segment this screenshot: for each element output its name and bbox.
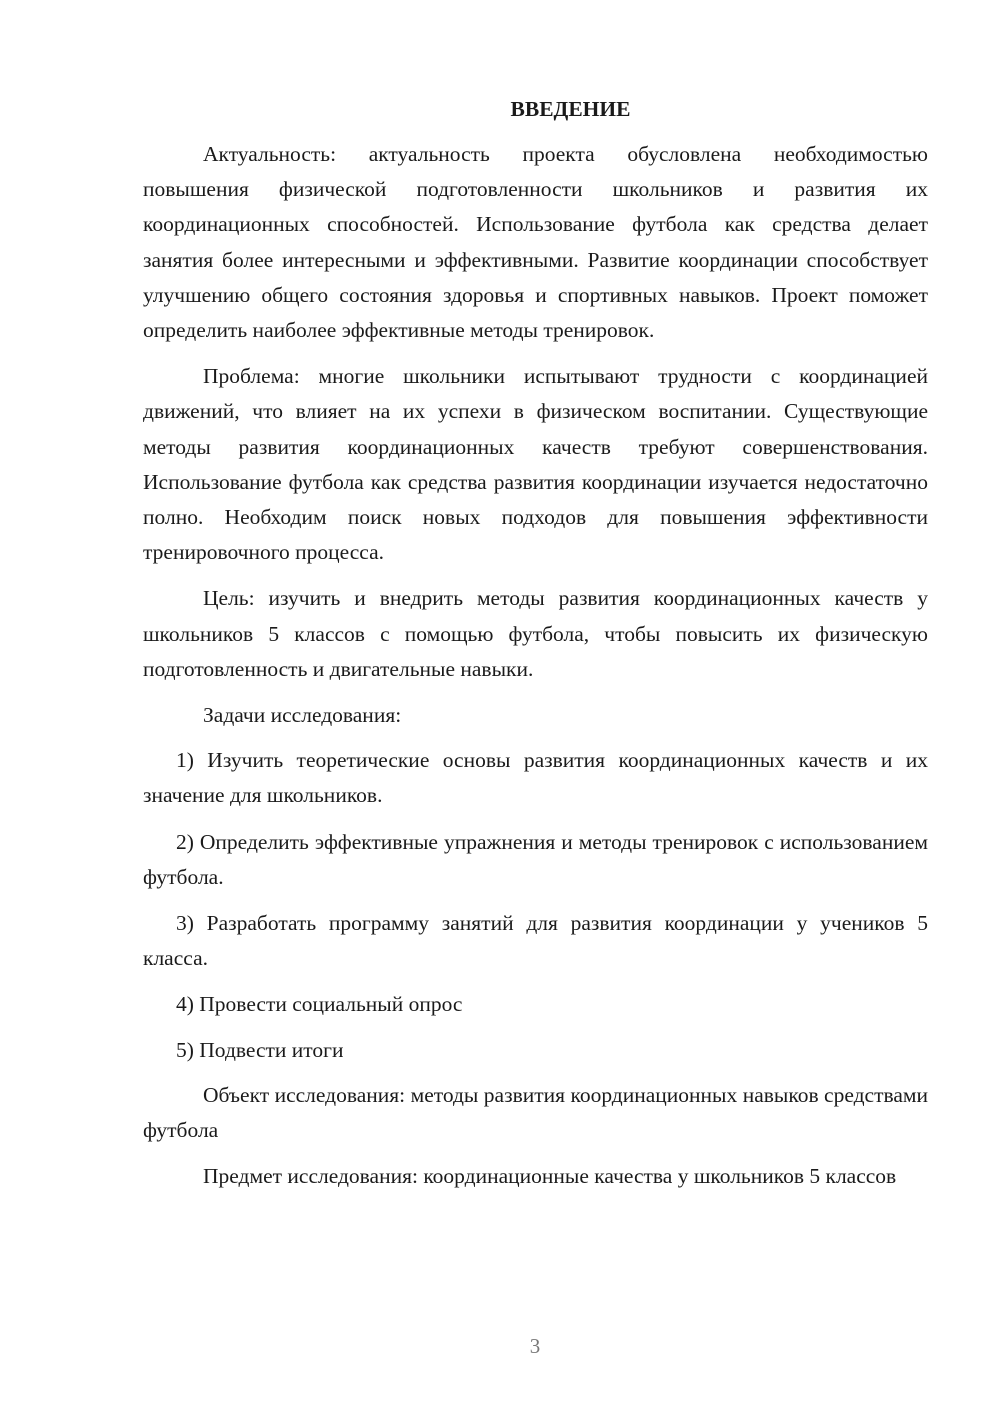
page-content <box>143 92 928 1205</box>
task-item: 1) Изучить теоретические основы развития координационных качеств и их значение для школьников. <box>143 748 928 808</box>
tasks-heading: Задачи исследования: <box>203 703 402 728</box>
task-item: 2) Определить эффективные упражнения и методы тренировок с использованием футбола. <box>143 829 928 889</box>
task-item: 4) Провести социальный опрос <box>176 992 463 1017</box>
paragraph-subject: Предмет исследования: координационные качества у школьников 5 классов <box>203 1164 897 1189</box>
task-item: 5) Подвести итоги <box>176 1037 344 1062</box>
section-heading: ВВЕДЕНИЕ <box>510 97 631 121</box>
page-number: 3 <box>529 1334 541 1358</box>
paragraph-problem: Проблема: многие школьники испытывают трудности с координацией движений, что влияет на их успехи в физическом воспитании. Существующие методы развития координационных качеств требуют совершенствования. Использование футбола как средства развития координации изучается недостаточно полно. Необходим поиск новых подходов для повышения эффективности тренировочного процесса. <box>143 364 928 565</box>
paragraph-relevance: Актуальность: актуальность проекта обусловлена необходимостью повышения физической подготовленности школьников и развития их координационных способностей. Использование футбола как средства делает занятия более интересными и эффективными. Развитие координации способствует улучшению общего состояния здоровья и спортивных навыков. Проект поможет определить наиболее эффективные методы тренировок. <box>143 142 928 343</box>
paragraph-object: Объект исследования: методы развития координационных навыков средствами футбола <box>143 1082 928 1143</box>
paragraph-goal: Цель: изучить и внедрить методы развития координационных качеств у школьников 5 классов с помощью футбола, чтобы повысить их физическую подготовленность и двигательные навыки. <box>143 586 928 681</box>
task-item: 3) Разработать программу занятий для развития координации у учеников 5 класса. <box>143 911 928 971</box>
